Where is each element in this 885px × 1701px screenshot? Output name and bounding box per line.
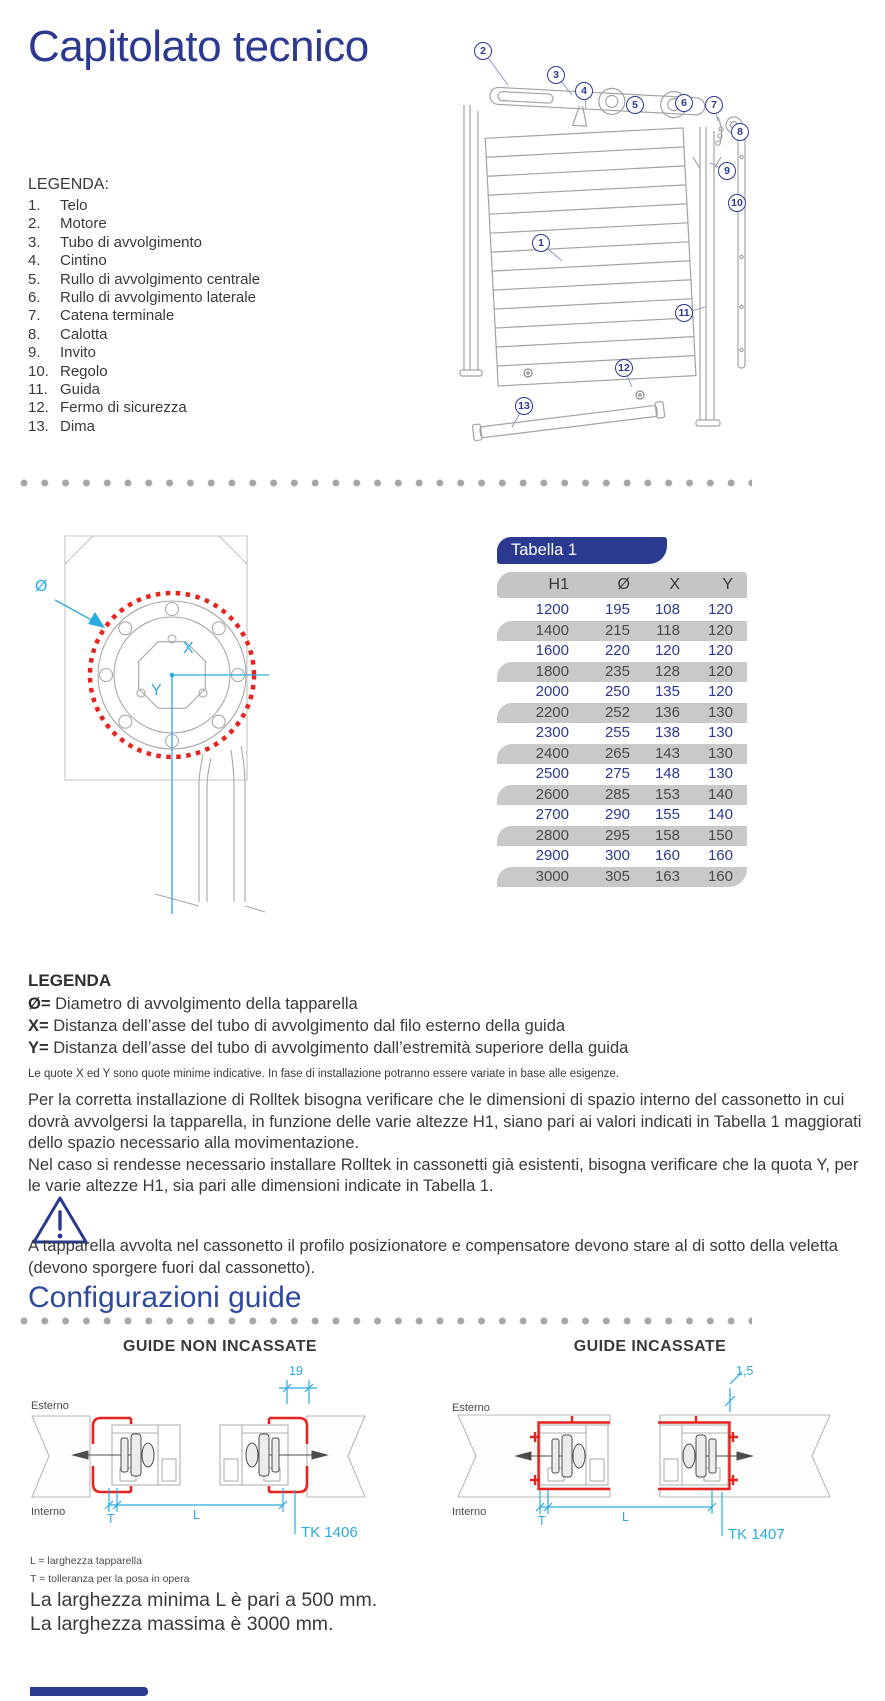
table-cell: 290 xyxy=(604,806,630,823)
table-header-cell: X xyxy=(669,576,680,593)
footer-accent-bar xyxy=(30,1687,148,1696)
table-header-cell: Ø xyxy=(617,576,630,593)
table-cell: 1800 xyxy=(535,662,569,680)
table-row xyxy=(497,600,747,621)
table-cell: 120 xyxy=(654,642,680,659)
legend-symbol: Y= xyxy=(28,1039,54,1057)
table-row xyxy=(497,826,747,847)
table-cell: 160 xyxy=(707,867,733,885)
table-cell: 120 xyxy=(707,683,733,700)
callout-2: 2 xyxy=(474,42,492,60)
legend-item-label: Rullo di avvolgimento laterale xyxy=(60,289,256,307)
table-cell: 1200 xyxy=(535,601,569,618)
legend-item-number: 3. xyxy=(28,233,41,251)
legend-item-label: Dima xyxy=(60,417,96,435)
table-cell: 2000 xyxy=(535,683,569,700)
legend-item xyxy=(28,271,328,289)
table-cell: 2600 xyxy=(535,785,569,803)
tk1406-label: TK 1406 xyxy=(301,1524,358,1541)
dotted-separator-top xyxy=(20,479,752,487)
table-row xyxy=(497,867,747,888)
table-cell: 140 xyxy=(707,785,733,803)
legend-item-number: 12. xyxy=(28,399,49,417)
legend-item-number: 6. xyxy=(28,289,41,307)
legend-item-number: 2. xyxy=(28,215,41,233)
legend-item-label: Tubo di avvolgimento xyxy=(60,233,203,251)
callout-1: 1 xyxy=(532,234,550,252)
guides-incassate-diagram xyxy=(440,1360,860,1550)
table-cell: 295 xyxy=(604,826,630,844)
legend-item-number: 9. xyxy=(28,344,41,362)
guides-right-title: GUIDE INCASSATE xyxy=(573,1338,727,1355)
x-axis-label: X xyxy=(183,640,194,657)
table-cell: 120 xyxy=(707,621,733,639)
table-cell: 2700 xyxy=(535,806,569,823)
section-heading: Configurazioni guide xyxy=(28,1281,302,1314)
guides-left-title: GUIDE NON INCASSATE xyxy=(123,1338,317,1355)
legend-item xyxy=(28,197,328,215)
legend-bottom xyxy=(28,971,858,1080)
table-cell: 275 xyxy=(604,765,630,782)
callout-9: 9 xyxy=(718,162,736,180)
diameter-label: Ø xyxy=(35,578,48,595)
table-header-cell: Y xyxy=(722,576,733,593)
table-cell: 118 xyxy=(656,621,680,639)
sub-legend-t: T = tolleranza per la posa in opera xyxy=(30,1573,190,1585)
callout-4: 4 xyxy=(575,82,593,100)
legend-note: Le quote X ed Y sono quote minime indicative. In fase di installazione potranno essere variate in base alle esigenze. xyxy=(28,1068,619,1080)
table-cell: 143 xyxy=(654,744,680,762)
table-cell: 130 xyxy=(707,703,733,721)
y-axis-label: Y xyxy=(151,682,162,699)
legend-item-label: Regolo xyxy=(60,362,108,380)
table-cell: 300 xyxy=(604,847,630,864)
esterno-label-right: Esterno xyxy=(452,1402,490,1414)
table-cell: 285 xyxy=(604,785,630,803)
table-cell: 148 xyxy=(654,765,680,782)
paragraph-1: Per la corretta installazione di Rolltek bisogna verificare che le dimensioni di spazio interno del cassonetto in cui dovrà avvolgersi la tapparella, in funzione delle varie altezze H1, siano pari ai valori indicati in Tabella 1 maggiorati dello spazio necessario alla movimentazione. xyxy=(28,1091,862,1152)
callout-3: 3 xyxy=(547,66,565,84)
legend-item-label: Calotta xyxy=(60,325,108,343)
exploded-diagram xyxy=(450,35,770,475)
table-cell: 160 xyxy=(707,847,733,864)
table-header-row xyxy=(497,572,747,598)
interno-label-right: Interno xyxy=(452,1506,487,1518)
legend-item xyxy=(28,234,328,252)
table-cell: 220 xyxy=(604,642,630,659)
max-width-line: La larghezza massima è 3000 mm. xyxy=(30,1613,334,1635)
callout-5: 5 xyxy=(626,96,644,114)
legend-item xyxy=(28,215,328,233)
legend-item xyxy=(28,399,328,417)
table-cell: 2300 xyxy=(535,724,569,741)
table-cell: 160 xyxy=(654,847,680,864)
table-cell: 138 xyxy=(654,724,680,741)
dotted-separator-bottom xyxy=(20,1317,752,1325)
legend-item-label: Cintino xyxy=(60,252,107,270)
legend-bottom-entry xyxy=(28,993,858,1015)
callout-11: 11 xyxy=(675,304,693,322)
legend-entries xyxy=(28,993,858,1059)
legend-bottom-title: LEGENDA xyxy=(28,971,112,990)
callout-6: 6 xyxy=(675,94,693,112)
l-label-left: L xyxy=(193,1508,200,1522)
legend-item xyxy=(28,363,328,381)
legend-item xyxy=(28,252,328,270)
table-cell: 2800 xyxy=(535,826,569,844)
table-cell: 120 xyxy=(707,642,733,659)
legend-item-number: 11. xyxy=(28,381,48,399)
table-cell: 195 xyxy=(604,601,630,618)
legend-symbol: X= xyxy=(28,1017,54,1035)
legend-item xyxy=(28,326,328,344)
legend-bottom-entry xyxy=(28,1015,858,1037)
table-cell: 130 xyxy=(707,744,733,762)
table-body xyxy=(497,600,747,887)
table-cell: 2900 xyxy=(535,847,569,864)
table-row xyxy=(497,703,747,724)
table-cell: 130 xyxy=(707,765,733,782)
t-label-left: T xyxy=(107,1512,115,1526)
legend-title: LEGENDA: xyxy=(28,176,109,193)
legend-item-label: Invito xyxy=(60,344,96,362)
table-cell: 305 xyxy=(604,867,630,885)
table-cell: 1600 xyxy=(535,642,569,659)
table-cell: 3000 xyxy=(535,867,569,885)
table-cell: 150 xyxy=(707,826,733,844)
table-row xyxy=(497,785,747,806)
table-cell: 153 xyxy=(654,785,680,803)
table-cell: 2200 xyxy=(535,703,569,721)
table-row xyxy=(497,682,747,703)
table-cell: 215 xyxy=(604,621,630,639)
table-1 xyxy=(497,537,747,887)
min-width-line: La larghezza minima L è pari a 500 mm. xyxy=(30,1589,378,1611)
guides-sub-legend xyxy=(30,1552,189,1588)
table-cell: 136 xyxy=(654,703,680,721)
table-cell: 250 xyxy=(604,683,630,700)
legend-bottom-entry xyxy=(28,1037,858,1059)
table-row xyxy=(497,662,747,683)
legend-item xyxy=(28,418,328,436)
table-cell: 120 xyxy=(707,662,733,680)
callout-7: 7 xyxy=(705,96,723,114)
legend-text: Distanza dell’asse del tubo di avvolgimento dall’estremità superiore della guida xyxy=(53,1039,629,1057)
body-paragraphs xyxy=(28,1090,862,1198)
table-cell: 252 xyxy=(604,703,630,721)
legend-list xyxy=(28,197,328,436)
callout-12: 12 xyxy=(615,359,633,377)
warning-text: A tapparella avvolta nel cassonetto il profilo posizionatore e compensatore devono stare al di sotto della veletta (devono sporgere fuori dal cassonetto). xyxy=(28,1237,838,1277)
table-cell: 140 xyxy=(707,806,733,823)
table-row xyxy=(497,764,747,785)
sub-legend-l: L = larghezza tapparella xyxy=(30,1555,142,1567)
legend-item xyxy=(28,289,328,307)
cross-section-diagram xyxy=(35,522,275,917)
table-cell: 2400 xyxy=(535,744,569,762)
callout-8: 8 xyxy=(731,123,749,141)
legend-item-label: Guida xyxy=(60,381,101,399)
legend-item-label: Rullo di avvolgimento centrale xyxy=(60,270,261,288)
legend-item xyxy=(28,344,328,362)
legend-item-number: 1. xyxy=(28,197,41,214)
table-row xyxy=(497,641,747,662)
table-header-cell: H1 xyxy=(548,576,569,593)
dim-1-5-label: 1,5 xyxy=(736,1364,754,1378)
table-cell: 120 xyxy=(707,601,733,618)
legend-item xyxy=(28,381,328,399)
table-cell: 108 xyxy=(654,601,680,618)
legend-item-number: 10. xyxy=(28,362,49,380)
esterno-label-left: Esterno xyxy=(31,1400,69,1412)
legend-item-number: 5. xyxy=(28,270,41,288)
table-cell: 265 xyxy=(604,744,630,762)
callout-13: 13 xyxy=(515,397,533,415)
width-limits-text xyxy=(30,1588,377,1636)
legend-item-label: Motore xyxy=(60,215,107,233)
interno-label-left: Interno xyxy=(31,1506,66,1518)
legend-text: Distanza dell’asse del tubo di avvolgimento dal filo esterno della guida xyxy=(53,1017,566,1035)
table-cell: 158 xyxy=(654,826,680,844)
table-cell: 130 xyxy=(707,724,733,741)
legend-item-label: Catena terminale xyxy=(60,307,175,325)
table-cell: 135 xyxy=(654,683,680,700)
table-cell: 235 xyxy=(604,662,630,680)
table-row xyxy=(497,723,747,744)
callout-10: 10 xyxy=(728,194,746,212)
tk1407-label: TK 1407 xyxy=(728,1526,785,1543)
roll-section-drawing xyxy=(35,522,275,917)
l-label-right: L xyxy=(622,1510,629,1524)
guides-non-incassate-diagram xyxy=(25,1360,430,1550)
legend-item-number: 4. xyxy=(28,252,41,270)
table-row xyxy=(497,846,747,867)
legend-item-label: Fermo di sicurezza xyxy=(60,399,187,417)
table-cell: 163 xyxy=(654,867,680,885)
paragraph-2: Nel caso si rendesse necessario installare Rolltek in cassonetti già esistenti, bisogna verificare che la quota Y, per le varie altezze H1, sia pari alle dimensioni indicate in Tabella 1. xyxy=(28,1155,859,1195)
legend-text: Diametro di avvolgimento della tapparella xyxy=(55,995,358,1013)
page-title: Capitolato tecnico xyxy=(28,22,369,71)
table-row xyxy=(497,805,747,826)
t-label-right: T xyxy=(538,1514,546,1528)
legend-item-number: 7. xyxy=(28,307,41,325)
legend-symbol: Ø= xyxy=(28,995,56,1013)
table-banner: Tabella 1 xyxy=(497,537,667,564)
legend-item xyxy=(28,307,328,325)
legend-top xyxy=(28,176,328,436)
table-cell: 128 xyxy=(654,662,680,680)
table-cell: 155 xyxy=(654,806,680,823)
legend-item-label: Telo xyxy=(60,197,88,214)
table-cell: 2500 xyxy=(535,765,569,782)
table-cell: 255 xyxy=(604,724,630,741)
table-cell: 1400 xyxy=(535,621,569,639)
dim-19-label: 19 xyxy=(289,1364,303,1378)
table-row xyxy=(497,621,747,642)
table-row xyxy=(497,744,747,765)
legend-item-number: 13. xyxy=(28,417,49,435)
legend-item-number: 8. xyxy=(28,325,41,343)
